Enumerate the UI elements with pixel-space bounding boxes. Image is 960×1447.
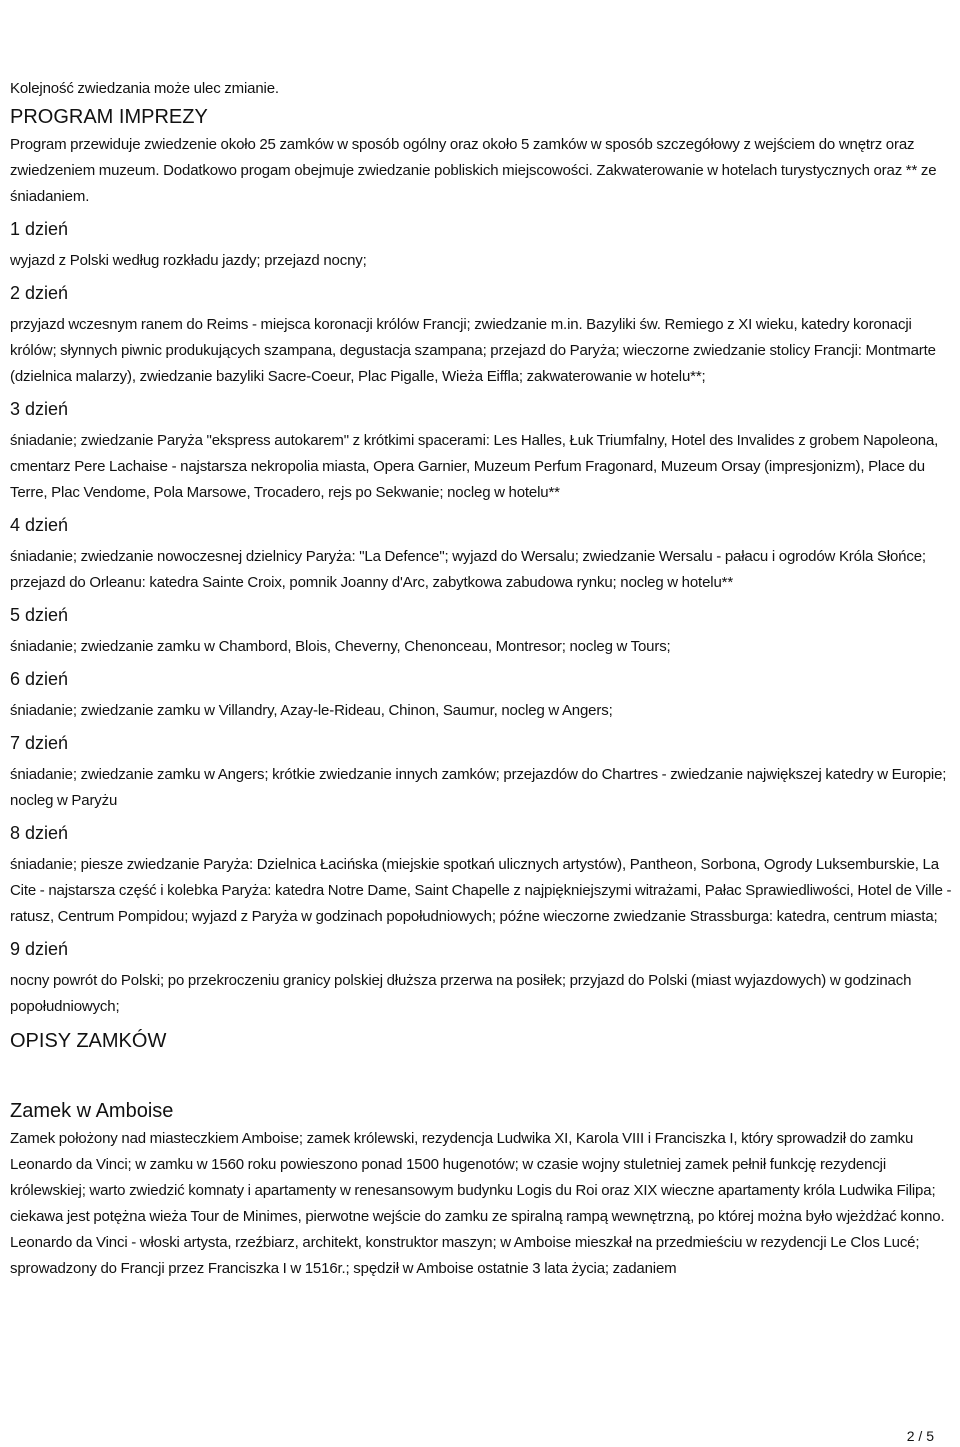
day-5-text: śniadanie; zwiedzanie zamku w Chambord, Blois, Cheverny, Chenonceau, Montresor; nocleg w Tours; <box>10 638 671 655</box>
amboise-description: Zamek położony nad miasteczkiem Amboise; zamek królewski, rezydencja Ludwika XI, Karola VIII i Franciszka I, który sprowadził do zamku Leonardo da Vinci; w zamku w 1560 roku powieszono ponad 1500 hugenotów; w czasie wojny stuletniej zamek pełnił funkcję rezydencji królewskiej; warto zwiedzić komnaty i apartamenty w renesansowym budynku Logis du Roi oraz XIX wieczne apartamenty króla Ludwika Filipa; ciekawa jest potężna wieża Tour de Minimes, pierwotne wejście do zamku ze spiralną rampą wewnętrzną, po której można było wjeżdżać konno. <box>10 1130 945 1225</box>
day-5-title: 5 dzień <box>10 605 69 625</box>
day-1-text: wyjazd z Polski według rozkładu jazdy; przejazd nocny; <box>10 252 367 269</box>
day-6-title: 6 dzień <box>10 669 69 689</box>
day-3-title: 3 dzień <box>10 399 69 419</box>
day-3-text: śniadanie; zwiedzanie Paryża "ekspress autokarem" z krótkimi spacerami: Les Halles, Łuk Triumfalny, Hotel des Invalides z grobem Napoleona, cmentarz Pere Lachaise - najstarsza nekropolia miasta, Opera Garnier, Muzeum Perfum Fragonard, Muzeum Orsay (impresjonizm), Place du Terre, Plac Vendome, Pola Marsowe, Trocadero, rejs po Sekwanie; nocleg w hotelu** <box>10 432 939 501</box>
castles-heading: OPISY ZAMKÓW <box>10 1030 167 1052</box>
day-4-text: śniadanie; zwiedzanie nowoczesnej dzielnicy Paryża: "La Defence"; wyjazd do Wersalu; zwiedzanie Wersalu - pałacu i ogrodów Króla Słońce; przejazd do Orleanu: katedra Sainte Croix, pomnik Joanny d'Arc, zabytkowa zabudowa rynku; nocleg w hotelu** <box>10 548 926 591</box>
day-8-text: śniadanie; piesze zwiedzanie Paryża: Dzielnica Łacińska (miejskie spotkań ulicznych artystów), Pantheon, Sorbona, Ogrody Luksemburskie, La Cite - najstarsza część i kolebka Paryża: katedra Notre Dame, Saint Chapelle z najpiękniejszymi witrażami, Pałac Sprawiedliwości, Hotel de Ville - ratusz, Centrum Pompidou; wyjazd z Paryża w godzinach popołudniowych; późne wieczorne zwiedzanie Strassburga: katedra, centrum miasta; <box>10 856 952 925</box>
program-description: Program przewiduje zwiedzenie około 25 zamków w sposób ogólny oraz około 5 zamków w sposób szczegółowy z wejściem do wnętrz oraz zwiedzeniem muzeum. Dodatkowo progam obejmuje zwiedzanie pobliskich miejscowości. Zakwaterowanie w hotelach turystycznych oraz ** ze śniadaniem. <box>10 136 937 205</box>
day-7-text: śniadanie; zwiedzanie zamku w Angers; krótkie zwiedzanie innych zamków; przejazdów do Chartres - zwiedzanie największej katedry w Europie; nocleg w Paryżu <box>10 766 947 809</box>
day-8-title: 8 dzień <box>10 823 69 843</box>
day-9-title: 9 dzień <box>10 939 69 959</box>
day-2-title: 2 dzień <box>10 283 69 303</box>
page-number: 2 / 5 <box>906 1428 934 1444</box>
day-6-text: śniadanie; zwiedzanie zamku w Villandry, Azay-le-Rideau, Chinon, Saumur, nocleg w Angers; <box>10 702 613 719</box>
day-4-title: 4 dzień <box>10 515 69 535</box>
day-2-text: przyjazd wczesnym ranem do Reims - miejsca koronacji królów Francji; zwiedzanie m.in. Bazyliki św. Remiego z XI wieku, katedry koronacji królów; słynnych piwnic produkujących szampana, degustacja szampana; przejazd do Paryża; wieczorne zwiedzanie stolicy Francji: Montmarte (dzielnica malarzy), zwiedzanie bazyliki Sacre-Coeur, Plac Pigalle, Wieża Eiffla; zakwaterowanie w hotelu**; <box>10 316 936 385</box>
day-7-title: 7 dzień <box>10 733 69 753</box>
day-1-title: 1 dzień <box>10 219 69 239</box>
leonardo-description: Leonardo da Vinci - włoski artysta, rzeźbiarz, architekt, konstruktor maszyn; w Amboise mieszkał na przedmieściu w rezydencji Le Clos Lucé; sprowadzony do Francji przez Franciszka I w 1516r.; spędził w Amboise ostatnie 3 lata życia; zadaniem <box>10 1234 920 1277</box>
day-9-text: nocny powrót do Polski; po przekroczeniu granicy polskiej dłuższa przerwa na posiłek; przyjazd do Polski (miast wyjazdowych) w godzinach popołudniowych; <box>10 972 912 1015</box>
document-page <box>10 76 958 1282</box>
program-heading: PROGRAM IMPREZY <box>10 106 208 128</box>
amboise-title: Zamek w Amboise <box>10 1100 174 1122</box>
itinerary <box>10 213 958 1020</box>
order-note: Kolejność zwiedzania może ulec zmianie. <box>10 80 279 97</box>
